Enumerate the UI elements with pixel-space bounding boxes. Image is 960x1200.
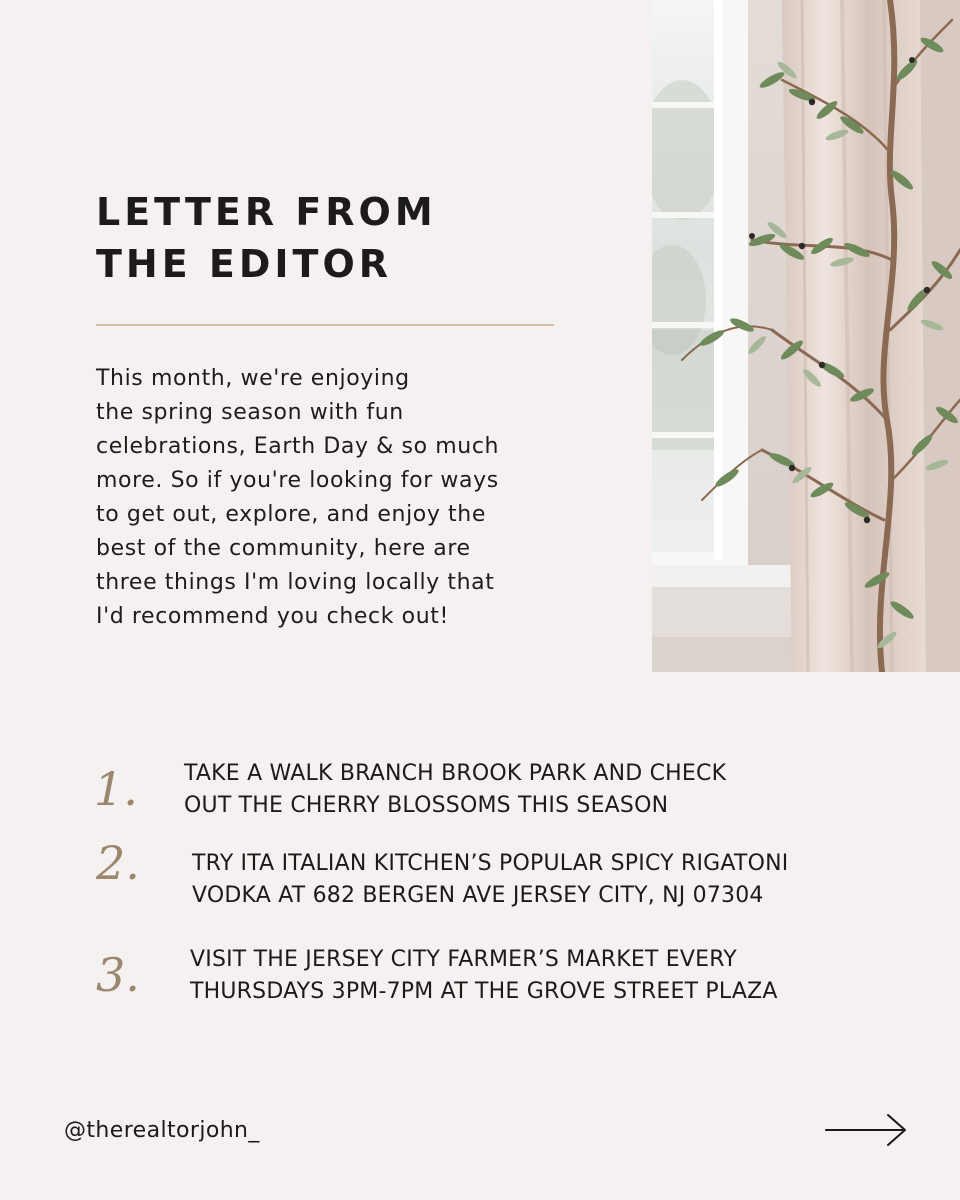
- tip-line: THURSDAYS 3PM-7PM AT THE GROVE STREET PLAZA: [190, 979, 778, 1004]
- tip-number: 2.: [96, 836, 140, 890]
- arrow-right-icon-graphic: [824, 1112, 910, 1148]
- intro-line: the spring season with fun: [96, 400, 404, 425]
- intro-line: three things I'm loving locally that: [96, 570, 495, 595]
- tip-text: [190, 944, 778, 1008]
- arrow-right-icon[interactable]: [824, 1112, 910, 1148]
- tip-number: 3.: [96, 948, 140, 1002]
- olive-tree-window-illustration: [652, 0, 960, 672]
- intro-line: This month, we're enjoying: [96, 366, 410, 391]
- tip-line: TRY ITA ITALIAN KITCHEN’S POPULAR SPICY RIGATONI: [192, 851, 789, 876]
- social-handle: @therealtorjohn_: [64, 1118, 260, 1143]
- page-title-line-1: LETTER FROM: [96, 190, 437, 234]
- tip-text: [184, 758, 726, 822]
- intro-line: to get out, explore, and enjoy the: [96, 502, 486, 527]
- olive-tree-photo: [652, 0, 960, 672]
- tip-line: VISIT THE JERSEY CITY FARMER’S MARKET EVERY: [190, 947, 737, 972]
- tip-line: OUT THE CHERRY BLOSSOMS THIS SEASON: [184, 793, 669, 818]
- page-title-line-2: THE EDITOR: [96, 242, 393, 286]
- title-divider: [96, 324, 554, 326]
- intro-paragraph: [96, 362, 566, 634]
- tip-line: VODKA AT 682 BERGEN AVE JERSEY CITY, NJ 07304: [192, 883, 764, 908]
- intro-line: best of the community, here are: [96, 536, 471, 561]
- tip-line: TAKE A WALK BRANCH BROOK PARK AND CHECK: [184, 761, 727, 786]
- tip-number: 1.: [94, 762, 138, 816]
- tip-text: [192, 848, 788, 912]
- intro-line: more. So if you're looking for ways: [96, 468, 499, 493]
- page-title: [96, 186, 437, 290]
- intro-line: celebrations, Earth Day & so much: [96, 434, 500, 459]
- intro-line: I'd recommend you check out!: [96, 604, 449, 629]
